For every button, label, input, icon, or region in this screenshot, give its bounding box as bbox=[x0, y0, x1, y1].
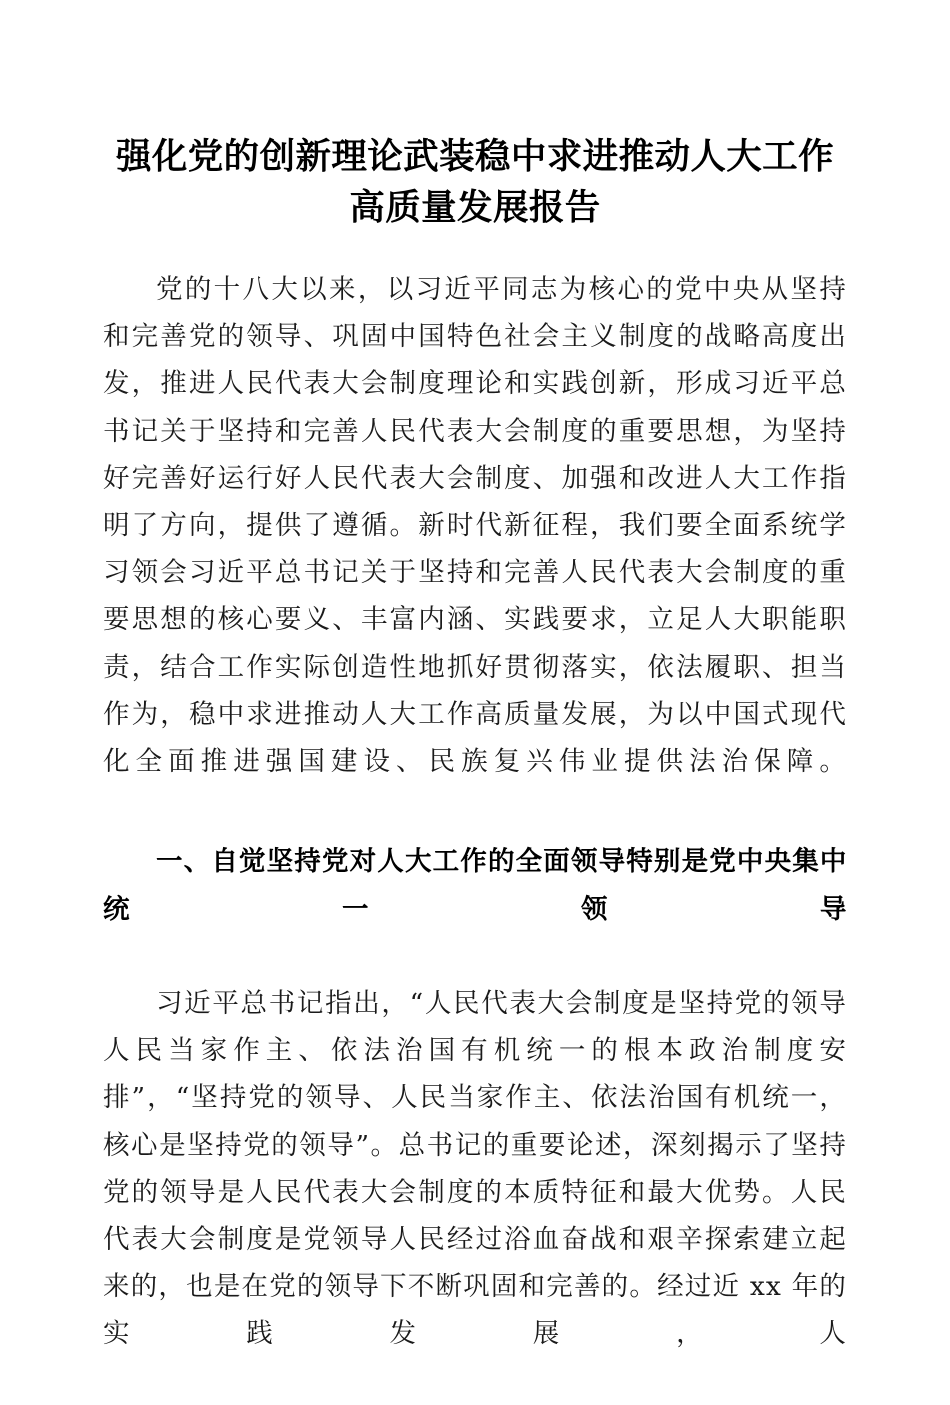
paragraph-intro: 党的十八大以来，以习近平同志为核心的党中央从坚持和完善党的领导、巩固中国特色社会主义制度的战略高度出发，推进人民代表大会制度理论和实践创新，形成习近平总书记关于坚持和完善人民代表大会制度的重要思想，为坚持好完善好运行好人民代表大会制度、加强和改进人大工作指明了方向，提供了遵循。新时代新征程，我们要全面系统学习领会习近平总书记关于坚持和完善人民代表大会制度的重要思想的核心要义、丰富内涵、实践要求，立足人大职能职责，结合工作实际创造性地抓好贯彻落实，依法履职、担当作为，稳中求进推动人大工作高质量发展，为以中国式现代化全面推进强国建设、民族复兴伟业提供法治保障。 bbox=[103, 274, 847, 778]
page-title bbox=[103, 0, 847, 233]
page-title-line-2: 高质量发展报告 bbox=[349, 187, 601, 227]
section-heading-1: 一、自觉坚持党对人大工作的全面领导特别是党中央集中统一领导 bbox=[103, 846, 847, 924]
paragraph-section-1-body: 习近平总书记指出，“人民代表大会制度是坚持党的领导人民当家作主、依法治国有机统一的根本政治制度安排”，“坚持党的领导、人民当家作主、依法治国有机统一，核心是坚持党的领导”。总书记的重要论述，深刻揭示了坚持党的领导是人民代表大会制度的本质特征和最大优势。人民代表大会制度是党领导人民经过浴血奋战和艰辛探索建立起来的，也是在党的领导下不断巩固和完善的。经过近 xx 年的实践发展，人 bbox=[103, 988, 847, 1350]
document-body bbox=[103, 0, 847, 1405]
page-title-line-1: 强化党的创新理论武装稳中求进推动人大工作 bbox=[115, 136, 834, 176]
